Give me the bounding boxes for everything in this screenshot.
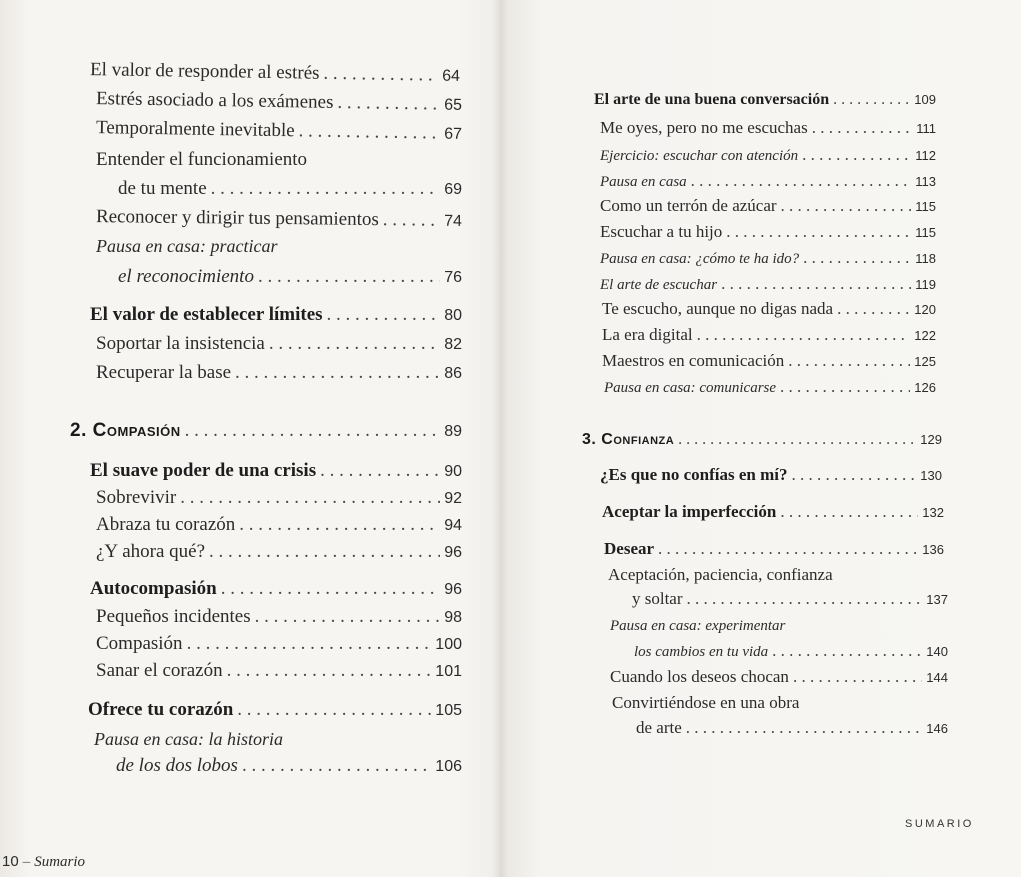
toc-entry: de los dos lobos . . . 106: [116, 755, 462, 777]
toc-entry: Soportar la insistencia . . . 82: [96, 333, 462, 355]
toc-section: El suave poder de una crisis . . . 90: [90, 460, 462, 482]
book-gutter: [492, 0, 508, 877]
toc-entry-line: Pausa en casa: experimentar: [610, 618, 786, 634]
toc-entry: Te escucho, aunque no digas nada . . . 120: [602, 299, 936, 319]
toc-section: El valor de establecer límites . . . 80: [90, 304, 462, 326]
toc-entry: Pausa en casa . . . 113: [600, 171, 936, 191]
toc-chapter: 2. Compasión . . . 89: [70, 420, 462, 442]
toc-entry: de arte . . . 146: [636, 718, 948, 738]
toc-entry-line: Aceptación, paciencia, confianza: [608, 565, 833, 584]
footer-label: Sumario: [34, 854, 86, 870]
toc-entry: Como un terrón de azúcar . . . 115: [600, 196, 936, 216]
toc-entry: Cuando los deseos chocan . . . 144: [610, 667, 948, 687]
toc-entry-line: Pausa en casa: la historia: [94, 729, 283, 749]
toc-chapter: 3. Confianza . . . 129: [582, 431, 942, 449]
toc-section: ¿Es que no confías en mí? . . . 130: [600, 465, 942, 485]
toc-entry: el reconocimiento . . . 76: [118, 266, 462, 288]
toc-entry: Escuchar a tu hijo . . . 115: [600, 222, 936, 242]
toc-entry: Ejercicio: escuchar con atención . . . 112: [600, 145, 936, 165]
toc-section: Desear . . . 136: [604, 539, 944, 559]
footer-dash: –: [22, 854, 31, 870]
toc-entry: El arte de escuchar . . . 119: [600, 274, 936, 294]
toc-entry-line: Convirtiéndose en una obra: [612, 693, 800, 712]
toc-entry: Reconocer y dirigir tus pensamientos . . . 74: [96, 206, 462, 232]
toc-entry-line: Entender el funcionamiento: [96, 149, 308, 170]
toc-section: Ofrece tu corazón . . . 105: [88, 699, 462, 721]
toc-entry: La era digital . . . 122: [602, 325, 936, 345]
toc-entry: Temporalmente inevitable . . . 67: [96, 117, 462, 145]
toc-entry: El valor de responder al estrés . . . 64: [90, 59, 460, 87]
toc-entry: Sanar el corazón . . . 101: [96, 660, 462, 682]
page-number: 10: [2, 853, 19, 870]
toc-entry: Estrés asociado a los exámenes . . . 65: [96, 88, 462, 116]
page-footer-right: SUMARIO: [905, 818, 974, 830]
toc-entry: Pausa en casa: ¿cómo te ha ido? . . . 118: [600, 248, 936, 268]
toc-entry: Recuperar la base . . . 86: [96, 362, 462, 384]
toc-entry: y soltar . . . 137: [632, 589, 948, 609]
toc-entry: Maestros en comunicación . . . 125: [602, 351, 936, 371]
toc-entry: Me oyes, pero no me escuchas . . . 111: [600, 118, 936, 138]
toc-entry: Compasión . . . 100: [96, 633, 462, 655]
toc-section: Aceptar la imperfección . . . 132: [602, 502, 944, 522]
toc-section: El arte de una buena conversación . . . 109: [594, 91, 936, 109]
toc-entry: los cambios en tu vida . . . 140: [634, 641, 948, 661]
toc-entry-line: Pausa en casa: practicar: [96, 236, 278, 256]
toc-entry: Pequeños incidentes . . . 98: [96, 606, 462, 628]
toc-section: Autocompasión . . . 96: [90, 578, 462, 600]
toc-entry: Abraza tu corazón . . . 94: [96, 514, 462, 536]
page-footer-left: [2, 853, 85, 871]
toc-entry: de tu mente . . . 69: [118, 178, 462, 200]
toc-entry: Sobrevivir . . . 92: [96, 487, 462, 509]
toc-entry: ¿Y ahora qué? . . . 96: [96, 541, 462, 563]
toc-entry: Pausa en casa: comunicarse . . . 126: [604, 377, 936, 397]
